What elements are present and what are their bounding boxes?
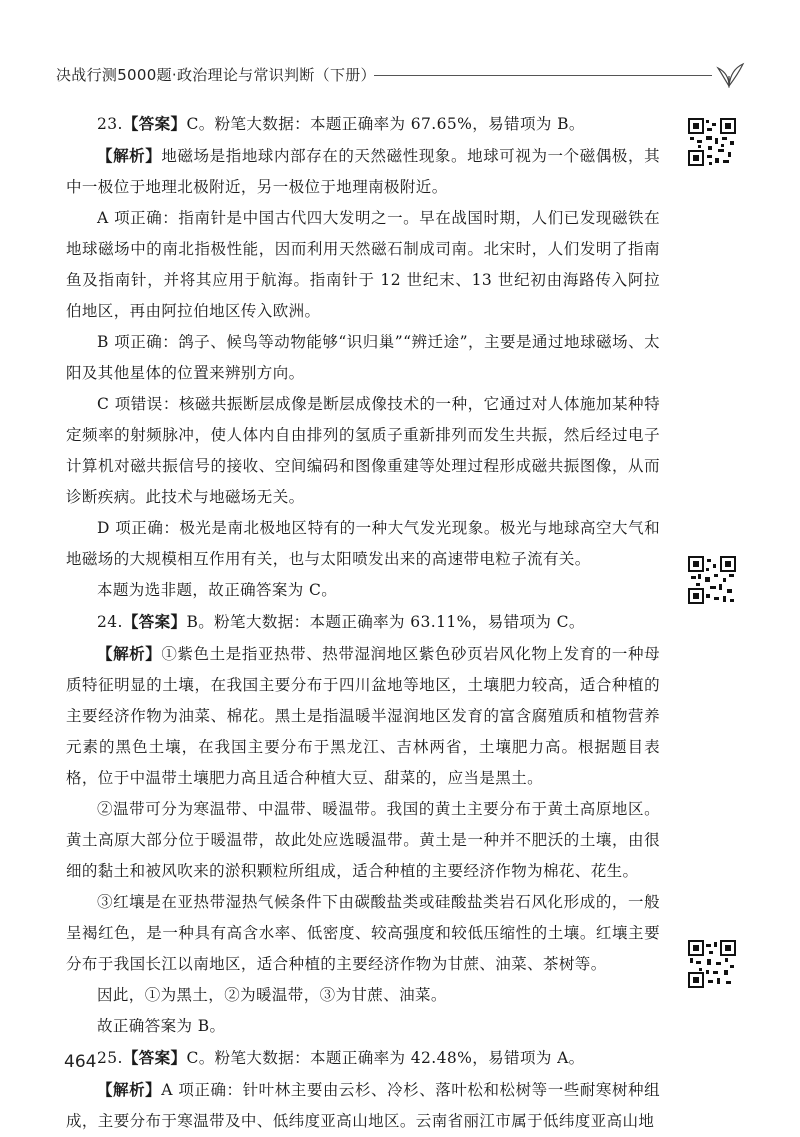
header-rule (374, 75, 712, 76)
q24-analysis-text: ①紫色土是指亚热带、热带湿润地区紫色砂页岩风化物上发育的一种母质特征明显的土壤，在我国主要分布于四川盆地等地区，土壤肥力较高，适合种植的主要经济作物为油菜、棉花。黑土是指温暖半湿润地区发育的富含腐殖质和植物营养元素的黑色土壤，在我国主要分布于黑龙江、吉林两省，土壤肥力高。根据题目表格，位于中温带土壤肥力高且适合种植大豆、甜菜的，应当是黑土。 (66, 645, 660, 787)
qr-code-icon[interactable] (688, 556, 736, 604)
q23-option-a: A 项正确：指南针是中国古代四大发明之一。早在战国时期，人们已发现磁铁在地球磁场中的南北指极性能，因而利用天然磁石制成司南。北宋时，人们发明了指南鱼及指南针，并将其应用于航海。指南针于 12 世纪末、13 世纪初由海路传入阿拉伯地区，再由阿拉伯地区传入欧洲。 (66, 209, 660, 320)
leaf-icon (712, 58, 746, 88)
q23-conclusion: 本题为选非题，故正确答案为 C。 (97, 581, 338, 599)
running-header (56, 58, 746, 94)
q24-summary: 因此，①为黑土，②为暖温带，③为甘蔗、油菜。 (97, 986, 447, 1004)
analysis-label: 【解析】 (97, 146, 162, 165)
q25-analysis-text: A 项正确：针叶林主要由云杉、冷杉、落叶松和松树等一些耐寒树种组成，主要分布于寒温带及中、低纬度亚高山地区。云南省丽江市属于低纬度亚高山地 (66, 1081, 660, 1130)
q23-analysis (66, 140, 660, 203)
page-number: 464 (64, 1052, 97, 1072)
answer-label: 【答案】 (122, 114, 187, 133)
analysis-label: 【解析】 (97, 644, 162, 663)
q24-point-2: ②温带可分为寒温带、中温带、暖温带。我国的黄土主要分布于黄土高原地区。黄土高原大部分位于暖温带，故此处应选暖温带。黄土是一种并不肥沃的土壤，由很细的黏土和被风吹来的淤积颗粒所组成，适合种植的主要经济作物为棉花、花生。 (66, 800, 660, 880)
q23-analysis-text: 地磁场是指地球内部存在的天然磁性现象。地球可视为一个磁偶极，其中一极位于地理北极附近，另一极位于地理南极附近。 (66, 147, 660, 196)
q25-analysis (66, 1074, 660, 1137)
book-title: 决战行测5000题·政治理论与常识判断（下册） (56, 66, 376, 84)
q24-point-3: ③红壤是在亚热带湿热气候条件下由碳酸盐类或硅酸盐类岩石风化形成的，一般呈褐红色，是一种具有高含水率、低密度、较高强度和较低压缩性的土壤。红壤主要分布于我国长江以南地区，适合种植的主要经济作物为甘蔗、油菜、茶树等。 (66, 893, 660, 973)
qr-code-icon[interactable] (688, 940, 736, 988)
q23-answer-text: C。粉笔大数据：本题正确率为 67.65%，易错项为 B。 (186, 115, 585, 133)
q25-answer (66, 1042, 660, 1074)
q24-answer (66, 606, 660, 638)
q24-conclusion: 故正确答案为 B。 (97, 1017, 226, 1035)
q23-option-b: B 项正确：鸽子、候鸟等动物能够“识归巢”“辨迁途”，主要是通过地球磁场、太阳及其他星体的位置来辨别方向。 (66, 333, 660, 382)
answer-label: 【答案】 (122, 1048, 187, 1067)
q25-number: 25. (97, 1049, 123, 1067)
q25-answer-text: C。粉笔大数据：本题正确率为 42.48%，易错项为 A。 (186, 1049, 585, 1067)
answer-label: 【答案】 (122, 612, 187, 631)
q23-option-d: D 项正确：极光是南北极地区特有的一种大气发光现象。极光与地球高空大气和地磁场的大规模相互作用有关，也与太阳喷发出来的高速带电粒子流有关。 (66, 519, 660, 568)
page-body (66, 108, 660, 1137)
q24-analysis (66, 638, 660, 794)
q23-answer (66, 108, 660, 140)
analysis-label: 【解析】 (97, 1080, 162, 1099)
q24-answer-text: B。粉笔大数据：本题正确率为 63.11%，易错项为 C。 (186, 613, 585, 631)
q23-number: 23. (97, 115, 123, 133)
qr-code-icon[interactable] (688, 118, 736, 166)
q23-option-c: C 项错误：核磁共振断层成像是断层成像技术的一种，它通过对人体施加某种特定频率的射频脉冲，使人体内自由排列的氢质子重新排列而发生共振，然后经过电子计算机对磁共振信号的接收、空间编码和图像重建等处理过程形成磁共振图像，从而诊断疾病。此技术与地磁场无关。 (66, 395, 660, 506)
q24-number: 24. (97, 613, 123, 631)
